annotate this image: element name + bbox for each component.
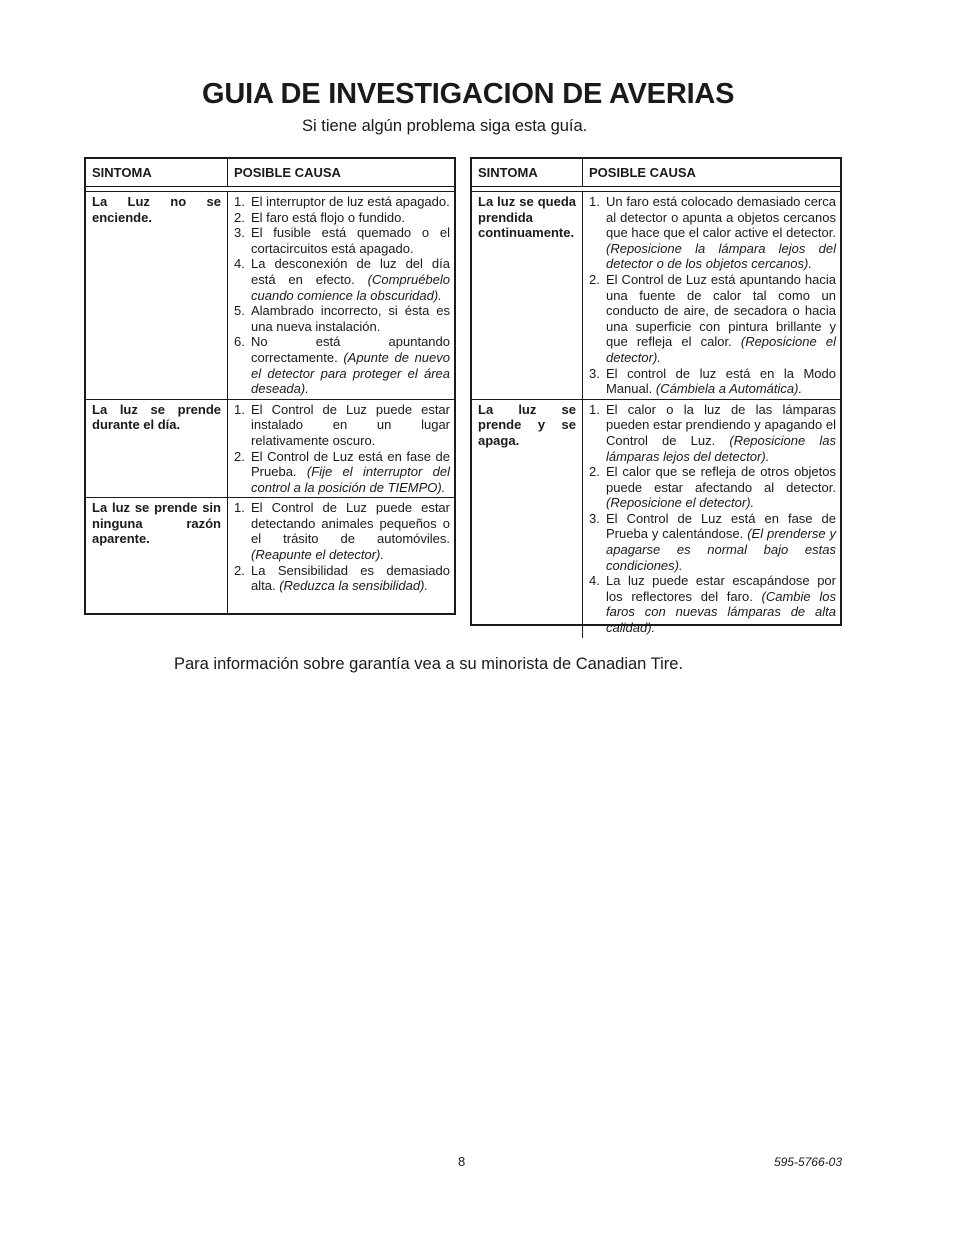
cause-text-block — [251, 303, 450, 334]
cause-number: 1. — [234, 401, 245, 417]
remedy-note: (Cambie los faros con nuevas lámparas de alta calidad). — [606, 588, 836, 636]
table-row — [86, 400, 454, 499]
cause-text-block — [606, 272, 836, 366]
cause-text-block — [251, 194, 450, 210]
remedy-note: (Reposicione la lámpara lejos del detector o de los objetos cercanos). — [606, 240, 836, 272]
cause-cell — [583, 400, 840, 638]
remedy-note: (Apunte de nuevo el detector para proteger el área deseada). — [251, 349, 450, 397]
cause-column-header: POSIBLE CAUSA — [589, 164, 696, 180]
symptom-cell: La luz se prende durante el día. — [86, 400, 228, 498]
cause-number: 1. — [589, 194, 600, 209]
troubleshooting-table-right — [470, 157, 842, 636]
cause-item — [589, 402, 836, 464]
cause-number: 4. — [234, 256, 245, 272]
cause-text-block — [251, 225, 450, 256]
symptom-column-header: SINTOMA — [86, 159, 228, 186]
cause-number: 1. — [234, 500, 245, 516]
table-row — [472, 400, 840, 638]
cause-text: Un faro está colocado demasiado cerca al detector o apunta a objetos cercanos que hace que el calor active el detector. — [606, 194, 836, 241]
cause-item — [234, 256, 450, 303]
cause-item — [234, 194, 450, 210]
cause-text: Alambrado incorrecto, si ésta es una nueva instalación. — [251, 303, 450, 334]
cause-text: El Control de Luz está en fase de Prueba. — [251, 448, 450, 480]
cause-text: La desconexión de luz del día está en efecto. — [251, 256, 450, 287]
cause-text: El control de luz está en la Modo Manual. — [606, 365, 836, 397]
cause-text: El Control de Luz está apuntando hacia una fuente de calor tal como un conducto de aire, de secadora o hacia una superficie con pintura brillante y que refleja el calor. — [606, 271, 836, 350]
cause-cell — [228, 400, 454, 498]
table-header — [472, 159, 840, 187]
cause-number: 3. — [589, 510, 600, 526]
cause-text-block — [606, 464, 836, 511]
cause-item — [234, 563, 450, 594]
cause-number: 2. — [234, 209, 245, 225]
cause-text-block — [606, 402, 836, 464]
cause-text-block — [606, 366, 836, 397]
cause-text-block — [606, 511, 836, 573]
table-body — [86, 192, 454, 613]
page-number: 8 — [458, 1154, 466, 1169]
cause-text-block — [606, 194, 836, 272]
symptom-cell: La luz se prende y se apaga. — [472, 400, 583, 638]
cause-number: 1. — [589, 401, 600, 417]
cause-item — [589, 366, 836, 397]
remedy-note: (El prenderse y apagarse es normal bajo estas condiciones). — [606, 526, 836, 573]
symptom-cell: La Luz no se enciende. — [86, 192, 228, 399]
cause-text: La luz puede estar escapándose por los reflectores del faro. — [606, 573, 836, 604]
cause-text-block — [251, 500, 450, 562]
cause-item — [589, 464, 836, 511]
symptom-column-header: SINTOMA — [472, 159, 583, 186]
cause-number: 5. — [234, 303, 245, 319]
cause-text-block — [251, 256, 450, 303]
cause-text-block — [251, 449, 450, 496]
remedy-note: (Reduzca la sensibilidad). — [279, 578, 429, 594]
cause-list — [234, 402, 450, 496]
cause-item — [589, 194, 836, 272]
table-body — [472, 192, 840, 636]
cause-text: El faro está flojo o fundido. — [251, 209, 405, 225]
cause-item — [234, 500, 450, 562]
warranty-note: Para información sobre garantía vea a su minorista de Canadian Tire. — [174, 655, 684, 673]
cause-number: 4. — [589, 573, 600, 589]
cause-list — [234, 194, 450, 397]
remedy-note: (Compruébelo cuando comience la obscuridad). — [251, 271, 450, 303]
cause-number: 3. — [234, 225, 245, 241]
cause-text: El calor que se refleja de otros objetos puede estar afectando al detector. — [606, 464, 836, 495]
remedy-note: (Fije el interruptor del control a la posición de TIEMPO). — [251, 464, 450, 495]
symptom-cell: La luz se prende sin ninguna razón aparente. — [86, 498, 228, 613]
cause-text-block — [251, 402, 450, 449]
cause-item — [589, 573, 836, 635]
cause-text: El Control de Luz puede estar detectando animales pequeños o el trásito de automóviles. — [251, 500, 450, 547]
remedy-note: (Reposicione el detector). — [606, 495, 755, 511]
cause-text-block — [251, 210, 450, 226]
cause-item — [234, 225, 450, 256]
document-number: 595-5766-03 — [773, 1155, 842, 1169]
table-row — [472, 192, 840, 400]
cause-item — [589, 272, 836, 366]
cause-text-block — [251, 563, 450, 594]
cause-cell — [583, 192, 840, 399]
cause-list — [589, 194, 836, 397]
table-header — [86, 159, 454, 187]
cause-item — [589, 511, 836, 573]
cause-text: El Control de Luz está en fase de Prueba y calentándose. — [606, 510, 836, 542]
cause-text: La Sensibilidad es demasiado alta. — [251, 562, 450, 594]
cause-item — [234, 210, 450, 226]
cause-list — [234, 500, 450, 594]
cause-text: El calor o la luz de las lámparas pueden estar prendiendo y apagando el Control de Luz. — [606, 401, 836, 448]
cause-cell — [228, 192, 454, 399]
table-row — [86, 498, 454, 613]
cause-column-header: POSIBLE CAUSA — [234, 164, 341, 180]
cause-text: El interruptor de luz está apagado. — [251, 194, 450, 209]
cause-text: No está apuntando correctamente. — [251, 334, 450, 365]
cause-number: 2. — [589, 271, 600, 287]
cause-number: 1. — [234, 194, 245, 209]
cause-text-block — [606, 573, 836, 635]
page-title: GUIA DE INVESTIGACION DE AVERIAS — [202, 78, 735, 110]
cause-number: 2. — [234, 562, 245, 578]
cause-text-block — [251, 334, 450, 396]
remedy-note: (Reposicione el detector). — [606, 334, 836, 365]
cause-number: 6. — [234, 334, 245, 350]
cause-item — [234, 303, 450, 334]
cause-number: 2. — [234, 448, 245, 464]
cause-list — [589, 402, 836, 636]
cause-cell — [228, 498, 454, 613]
cause-text: El fusible está quemado o el cortacircuitos está apagado. — [251, 225, 450, 256]
cause-item — [234, 449, 450, 496]
remedy-note: (Reapunte el detector). — [251, 547, 384, 563]
remedy-note: (Reposicione las lámparas lejos del detector). — [606, 432, 836, 464]
symptom-cell: La luz se queda prendida continuamente. — [472, 192, 583, 399]
cause-text: El Control de Luz puede estar instalado en un lugar relativamente oscuro. — [251, 401, 450, 448]
page-subtitle: Si tiene algún problema siga esta guía. — [302, 117, 588, 135]
cause-number: 2. — [589, 464, 600, 480]
cause-number: 3. — [589, 365, 600, 381]
troubleshooting-table-left — [84, 157, 456, 615]
remedy-note: (Cámbiela a Automática). — [655, 381, 803, 397]
cause-item — [234, 334, 450, 396]
table-row — [86, 192, 454, 400]
cause-item — [234, 402, 450, 449]
